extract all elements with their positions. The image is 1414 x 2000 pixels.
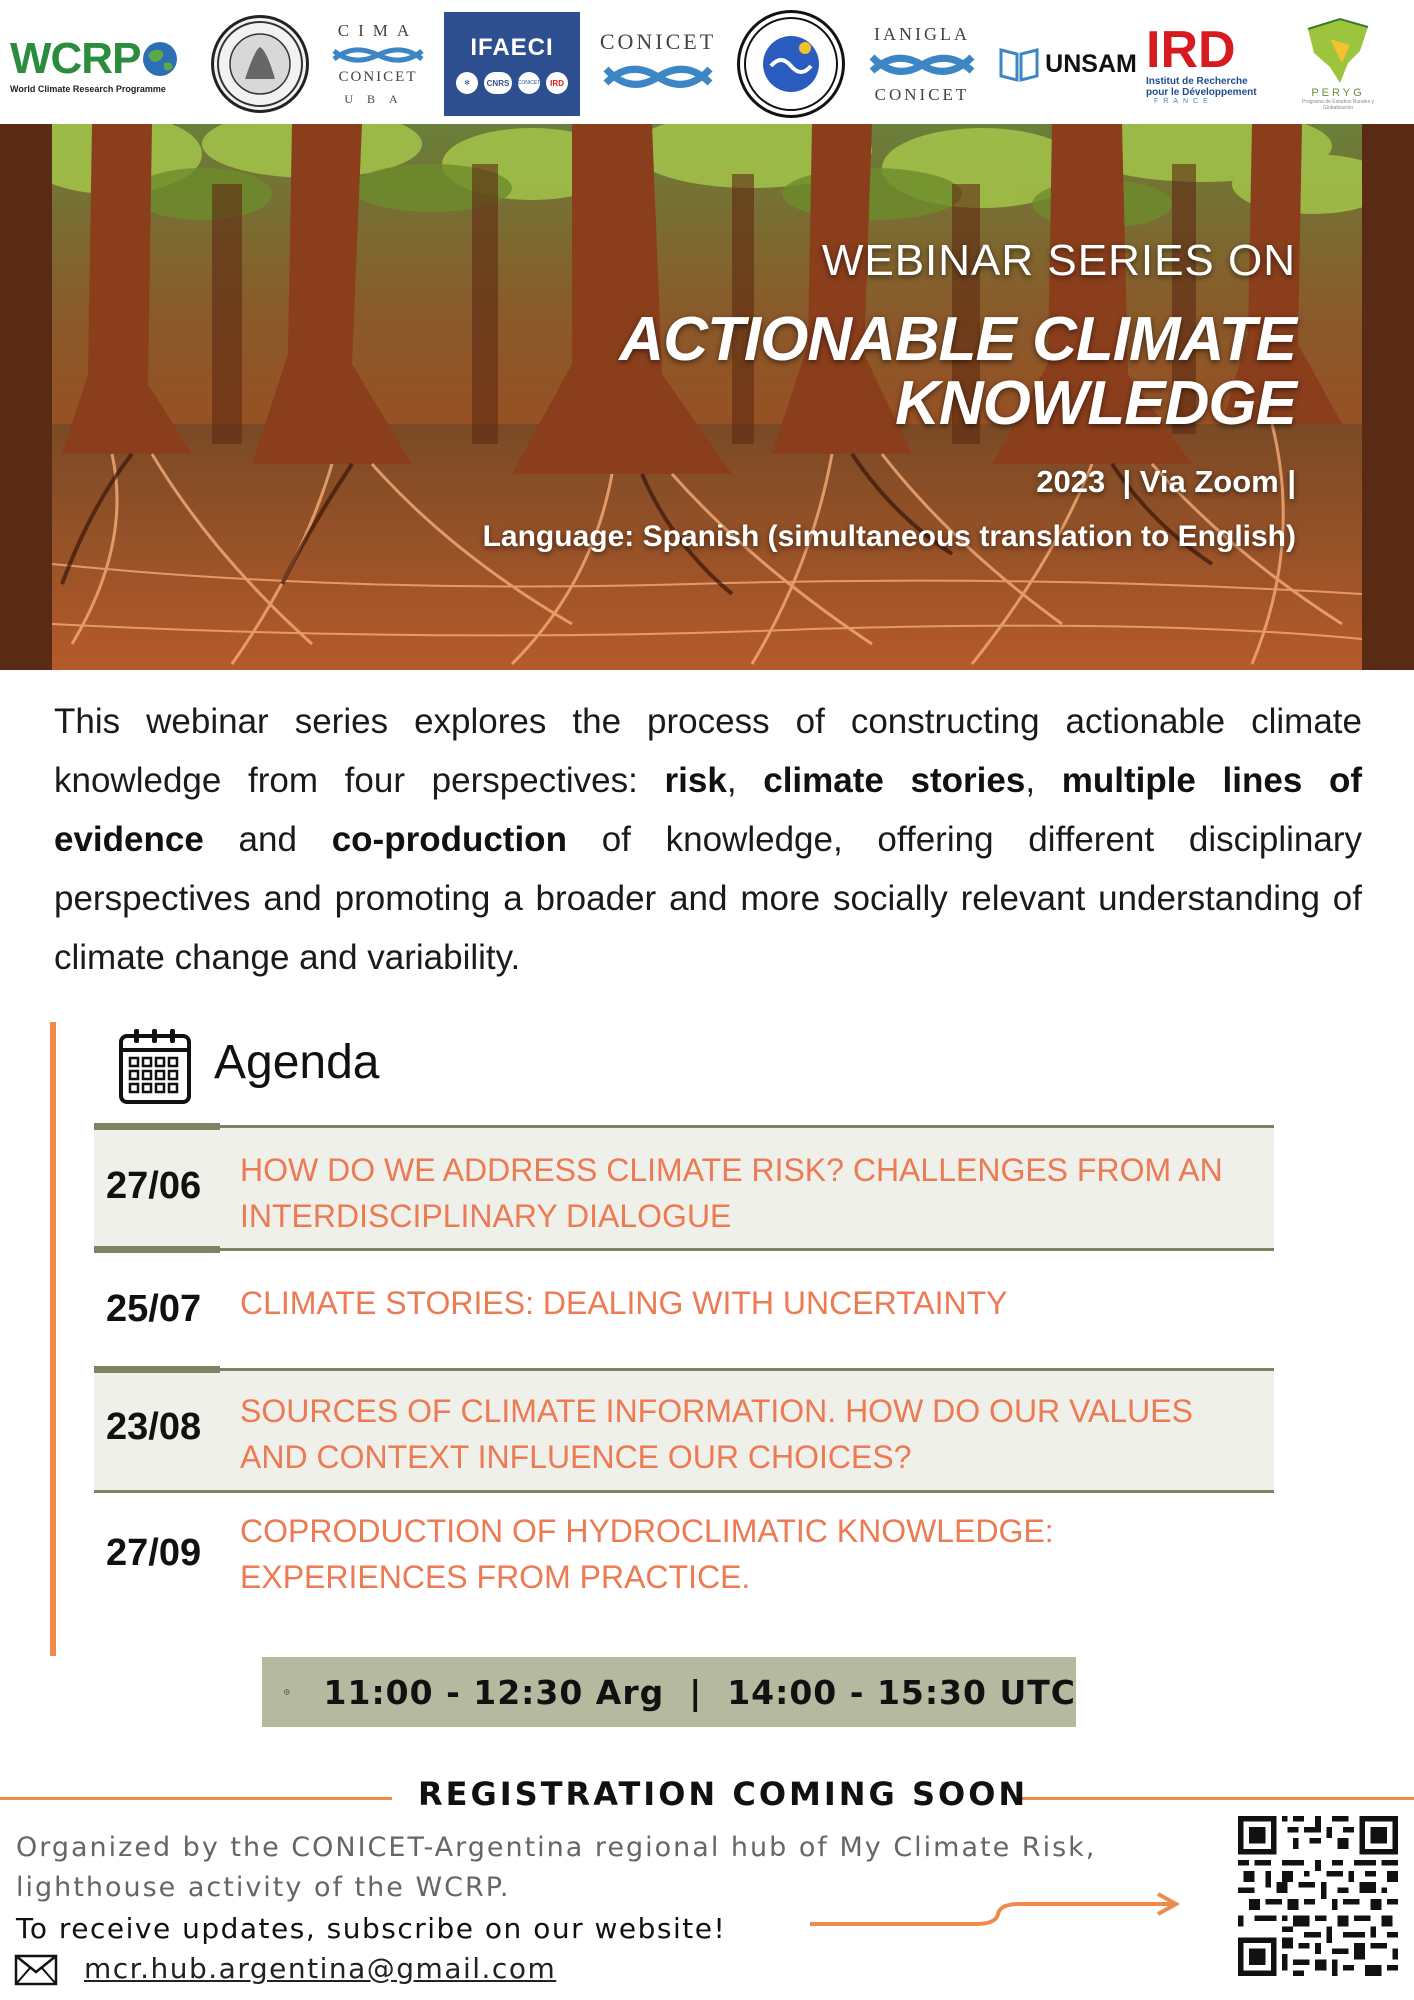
hero-title-line1: ACTIONABLE CLIMATE	[619, 305, 1296, 374]
ird-line3: FRANCE	[1154, 97, 1213, 105]
ianigla-logo	[862, 12, 982, 116]
agenda-item	[94, 1125, 1274, 1248]
intro-sep-1: ,	[726, 761, 764, 800]
registration-rule-left	[0, 1797, 392, 1800]
ifaeci-badge-ird: IRD	[546, 72, 568, 94]
uba-seal-icon	[215, 19, 305, 109]
cima-logo	[326, 12, 430, 116]
ifaeci-label: IFAECI	[470, 34, 554, 61]
hero-title-line2: KNOWLEDGE	[895, 369, 1296, 438]
intro-bold-risk: risk	[664, 761, 727, 800]
ird-mark: IRD	[1146, 20, 1236, 79]
hero-language: Language: Spanish (simultaneous translation to English)	[482, 520, 1296, 553]
ird-logo	[1146, 12, 1266, 116]
agenda-accent-bar	[50, 1022, 56, 1656]
partner-logo-bar	[0, 0, 1414, 124]
peryg-map-icon	[1300, 17, 1376, 87]
intro-bold-climate-stories: climate stories	[763, 761, 1026, 800]
unsam-label: UNSAM	[1045, 49, 1137, 78]
qr-code[interactable]	[1238, 1816, 1398, 1976]
arrow-right-icon	[806, 1890, 1186, 1940]
cima-wave-icon	[330, 41, 426, 69]
calendar-icon	[118, 1026, 192, 1106]
agenda-divider	[94, 1125, 1274, 1128]
conicet-logo	[594, 12, 722, 116]
wcrp-subtitle: World Climate Research Programme	[10, 84, 166, 94]
ianigla-wave-icon	[866, 45, 978, 85]
intro-text-1: This webinar series explores the process of constructing actionable climate knowledge from four perspectives:	[54, 702, 1362, 800]
hero-banner	[0, 124, 1414, 670]
registration-title: REGISTRATION COMING SOON	[418, 1775, 1029, 1813]
agenda-divider	[94, 1368, 1274, 1371]
cima-bottom: UBA	[344, 92, 412, 106]
dcao-seal-icon	[741, 14, 841, 114]
agenda-divider-accent	[94, 1246, 220, 1253]
agenda-divider-accent	[94, 1366, 220, 1373]
ianigla-bottom: CONICET	[874, 84, 970, 104]
conicet-wave-icon	[600, 55, 716, 99]
ifaeci-badge-cnrs: CNRS	[484, 72, 512, 94]
peryg-sub: Programa de Estudios Rurales y Globalización	[1302, 99, 1374, 111]
ifaeci-badge-conicet: CONICET	[518, 72, 540, 94]
agenda-date: 25/07	[106, 1288, 202, 1330]
agenda-divider-accent	[94, 1123, 220, 1130]
agenda-date: 27/09	[106, 1532, 202, 1574]
cima-top: CIMA	[337, 21, 419, 40]
ifaeci-badge-1: ✻	[456, 72, 478, 94]
agenda-title: Agenda	[214, 1036, 380, 1089]
schedule-time: 11:00 - 12:30 Arg | 14:00 - 15:30 UTC	[323, 1672, 1076, 1712]
ird-line2: pour le Développement	[1146, 86, 1257, 98]
intro-text-2: of knowledge, offering different disciplinary perspectives and promoting a broader and more socially relevant understanding of climate change and variability.	[54, 820, 1362, 977]
peryg-logo	[1282, 12, 1394, 116]
ianigla-top: IANIGLA	[874, 23, 970, 44]
intro-paragraph	[54, 692, 1362, 987]
intro-bold-co-production: co-production	[331, 820, 567, 859]
unsam-book-icon	[997, 44, 1041, 84]
agenda-divider	[94, 1248, 1274, 1251]
globe-icon	[140, 39, 180, 79]
agenda-session-title: CLIMATE STORIES: DEALING WITH UNCERTAINTY	[240, 1285, 1008, 1321]
ifaeci-logo	[444, 12, 580, 116]
agenda-date: 27/06	[106, 1165, 202, 1207]
dcao-seal-logo	[734, 12, 848, 116]
ird-line1: Institut de Recherche	[1146, 75, 1248, 87]
registration-rule-right	[1022, 1797, 1414, 1800]
hero-kicker: WEBINAR SERIES ON	[821, 236, 1296, 285]
agenda-session-title: HOW DO WE ADDRESS CLIMATE RISK? CHALLENGES FROM AN INTERDISCIPLINARY DIALOGUE	[240, 1152, 1223, 1234]
peryg-label: PERYG	[1311, 87, 1365, 99]
contact-email-link[interactable]: mcr.hub.argentina@gmail.com	[84, 1952, 557, 1985]
hero-meta: 2023 | Via Zoom |	[1036, 464, 1296, 499]
uba-seal-logo	[210, 12, 310, 116]
wcrp-mark: WCRP	[10, 34, 141, 83]
agenda-item	[94, 1368, 1274, 1490]
agenda-item	[94, 1490, 1274, 1614]
agenda-session-title: COPRODUCTION OF HYDROCLIMATIC KNOWLEDGE: EXPERIENCES FROM PRACTICE.	[240, 1513, 1054, 1595]
organizer-text: Organized by the CONICET-Argentina regional hub of My Climate Risk, lighthouse activity of the WCRP.	[16, 1832, 1097, 1903]
unsam-logo	[996, 12, 1138, 116]
schedule-time-box	[262, 1657, 1076, 1727]
conicet-label: CONICET	[599, 29, 717, 54]
intro-sep-3: and	[203, 820, 332, 859]
mail-icon	[14, 1954, 58, 1986]
clock-icon	[284, 1664, 290, 1720]
cima-middle: CONICET	[338, 69, 418, 85]
agenda-item	[94, 1248, 1274, 1368]
intro-bold-multiple-lines: multiple lines of evidence	[54, 761, 1363, 859]
agenda-session-title: SOURCES OF CLIMATE INFORMATION. HOW DO OUR VALUES AND CONTEXT INFLUENCE OUR CHOICES?	[240, 1393, 1193, 1475]
subscribe-text: To receive updates, subscribe on our website!	[16, 1912, 727, 1945]
agenda-divider	[94, 1490, 1274, 1493]
agenda-date: 23/08	[106, 1406, 202, 1448]
wcrp-logo	[10, 12, 202, 116]
intro-sep-2: ,	[1025, 761, 1062, 800]
